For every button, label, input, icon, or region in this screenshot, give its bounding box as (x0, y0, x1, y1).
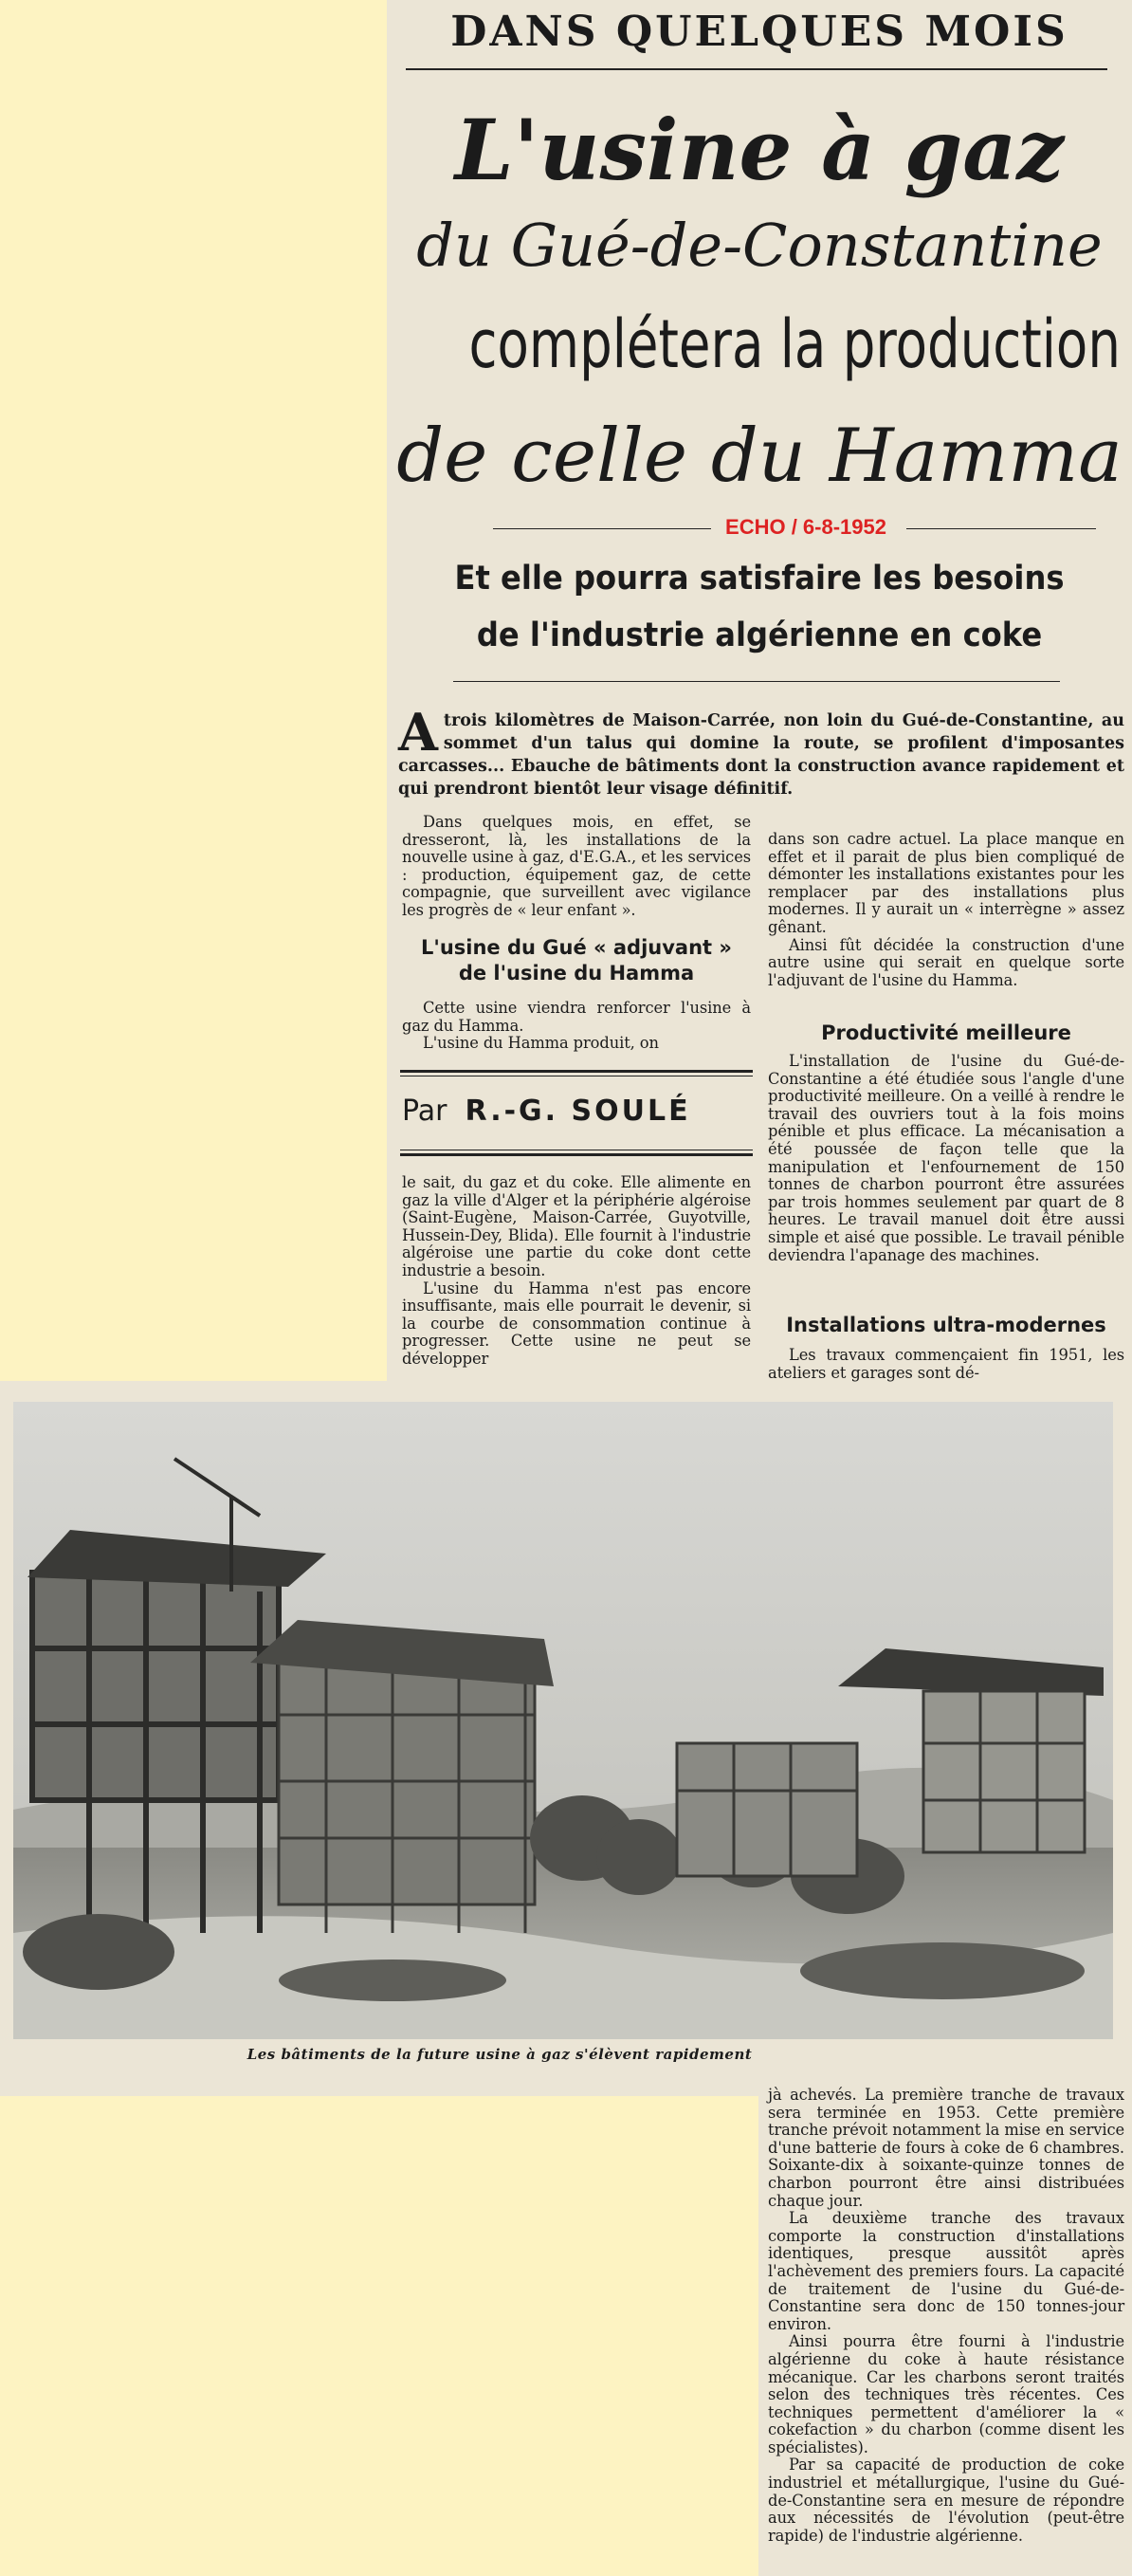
headline-1: L'usine à gaz (454, 101, 1065, 199)
headline-3-block (387, 305, 1132, 383)
column-left-mid (402, 1000, 751, 1053)
byline-author: R.-G. SOULÉ (465, 1095, 691, 1128)
column-right-top (768, 831, 1124, 989)
kicker-block (387, 8, 1132, 56)
paragraph: Ainsi pourra être fourni à l'industrie algérienne du coke à haute résistance mécanique. Car les charbons seront traités selon des techniques très récentes. Ces techniques permettent d'améliorer la « cokefaction » du charbon (comme disent les spécialistes). (768, 2332, 1124, 2456)
headline-4-block (387, 414, 1132, 499)
construction-photo (13, 1402, 1113, 2039)
divider (453, 681, 1060, 682)
divider (406, 68, 1107, 70)
paragraph: L'usine du Hamma n'est pas encore insuffisante, mais elle pourrait le devenir, si la courbe de consommation continue à progresser. Cette usine ne peut se développer (402, 1279, 751, 1368)
kicker: DANS QUELQUES MOIS (450, 8, 1068, 56)
divider (400, 1153, 753, 1156)
construction-photo-illustration (13, 1402, 1113, 2039)
column-left-top (402, 814, 751, 920)
byline-par: Par (402, 1095, 447, 1128)
byline (402, 1095, 691, 1128)
deck-2-block (387, 616, 1132, 654)
caption-block (0, 2045, 1132, 2063)
deck-line-1: Et elle pourra satisfaire les besoins (454, 560, 1065, 598)
subhead-line-2: de l'usine du Hamma (458, 962, 695, 984)
paragraph: jà achevés. La première tranche de travaux sera terminée en 1953. Cette première tranche prévoit notamment la mise en service d'une batterie de fours à coke de 6 chambres. Soixante-dix à soixante-quinze tonnes de charbon pourront être ainsi distribuées chaque jour. (768, 2086, 1124, 2210)
paragraph: L'usine du Hamma produit, on (423, 1034, 659, 1053)
paragraph: Dans quelques mois, en effet, se dresseront, là, les installations de la nouvelle usine à gaz, d'E.G.A., et les services : production, équipement gaz, de cette compagnie, que surveillent avec vigilance les progrès de « leur enfant ». (402, 813, 751, 919)
deck-1-block (387, 560, 1132, 598)
paragraph: Ainsi fût décidée la construction d'une autre usine qui serait en quelque sorte l'adjuvant de l'usine du Hamma. (768, 935, 1124, 989)
subhead-line: Productivité meilleure (821, 1021, 1071, 1044)
headline-4: de celle du Hamma (396, 414, 1123, 499)
stamp-block (664, 515, 948, 540)
column-left-bottom (402, 1174, 751, 1369)
subhead-gue (402, 935, 751, 986)
headline-3: complétera la production (468, 305, 1121, 383)
photo-caption: Les bâtiments de la future usine à gaz s'élèvent rapidement (246, 2046, 753, 2063)
divider (400, 1070, 753, 1073)
paragraph: La deuxième tranche des travaux comporte la construction d'installations identiques, presque aussitôt après l'achèvement des premiers fours. La capacité de traitement de l'usine du Gué-de-Constantine sera donc de 150 tonnes-jour environ. (768, 2209, 1124, 2333)
deck-line-2: de l'industrie algérienne en coke (476, 616, 1043, 654)
column-right-bottom (768, 1347, 1124, 1382)
headline-2-block (387, 211, 1132, 280)
paragraph: Cette usine viendra renforcer l'usine à gaz du Hamma. (402, 999, 751, 1035)
column-right-mid (768, 1053, 1124, 1264)
subhead-productivite (768, 1021, 1124, 1046)
paragraph: Par sa capacité de production de coke industriel et métallurgique, l'usine du Gué-de-Constantine sera en mesure de répondre aux nécessités de l'évolution (peut-être rapide) de l'industrie algérienne. (768, 2456, 1124, 2545)
echo-date-stamp: ECHO / 6-8-1952 (725, 515, 886, 539)
headline-1-block (387, 101, 1132, 199)
subhead-line: Installations ultra-modernes (786, 1314, 1106, 1336)
paragraph: dans son cadre actuel. La place manque en effet et il parait de plus bien compliqué de démonter les installations existantes pour les remplacer par des installations plus modernes. Il y aurait un « interrègne » assez gênant. (768, 830, 1124, 936)
paragraph: L'installation de l'usine du Gué-de-Constantine a été étudiée sous l'angle d'une productivité meilleure. On a veillé à rendre le travail des ouvriers tout à la fois moins pénible et plus efficace. La mécanisation a été poussée de façon telle que la manipulation et l'enfournement de 150 tonnes de charbon pourront être assurées par trois hommes seulement par quart de 8 heures. Le travail manuel doit être aussi simple et aisé que possible. Le travail pénible deviendra l'apanage des machines. (768, 1052, 1124, 1264)
paragraph: le sait, du gaz et du coke. Elle alimente en gaz la ville d'Alger et la périphérie algéroise (Saint-Eugène, Maison-Carrée, Guyotville, Hussein-Dey, Blida). Elle fournit à l'industrie algéroise une partie du coke dont cette industrie a besoin. (402, 1173, 751, 1279)
column-bottom (768, 2087, 1124, 2545)
subhead-installations (768, 1313, 1124, 1338)
intro-text: trois kilomètres de Maison-Carrée, non loin du Gué-de-Constantine, au sommet d'un talus qui domine la route, se profilent d'imposantes carcasses... Ebauche de bâtiments dont la construction avance rapidement et qui prendront bientôt leur visage définitif. (398, 711, 1124, 799)
intro-paragraph (398, 702, 1124, 800)
subhead-line-1: L'usine du Gué « adjuvant » (421, 936, 732, 959)
headline-2: du Gué-de-Constantine (416, 211, 1103, 280)
paragraph: Les travaux commençaient fin 1951, les ateliers et garages sont dé- (768, 1346, 1124, 1382)
drop-cap: A (398, 702, 438, 763)
